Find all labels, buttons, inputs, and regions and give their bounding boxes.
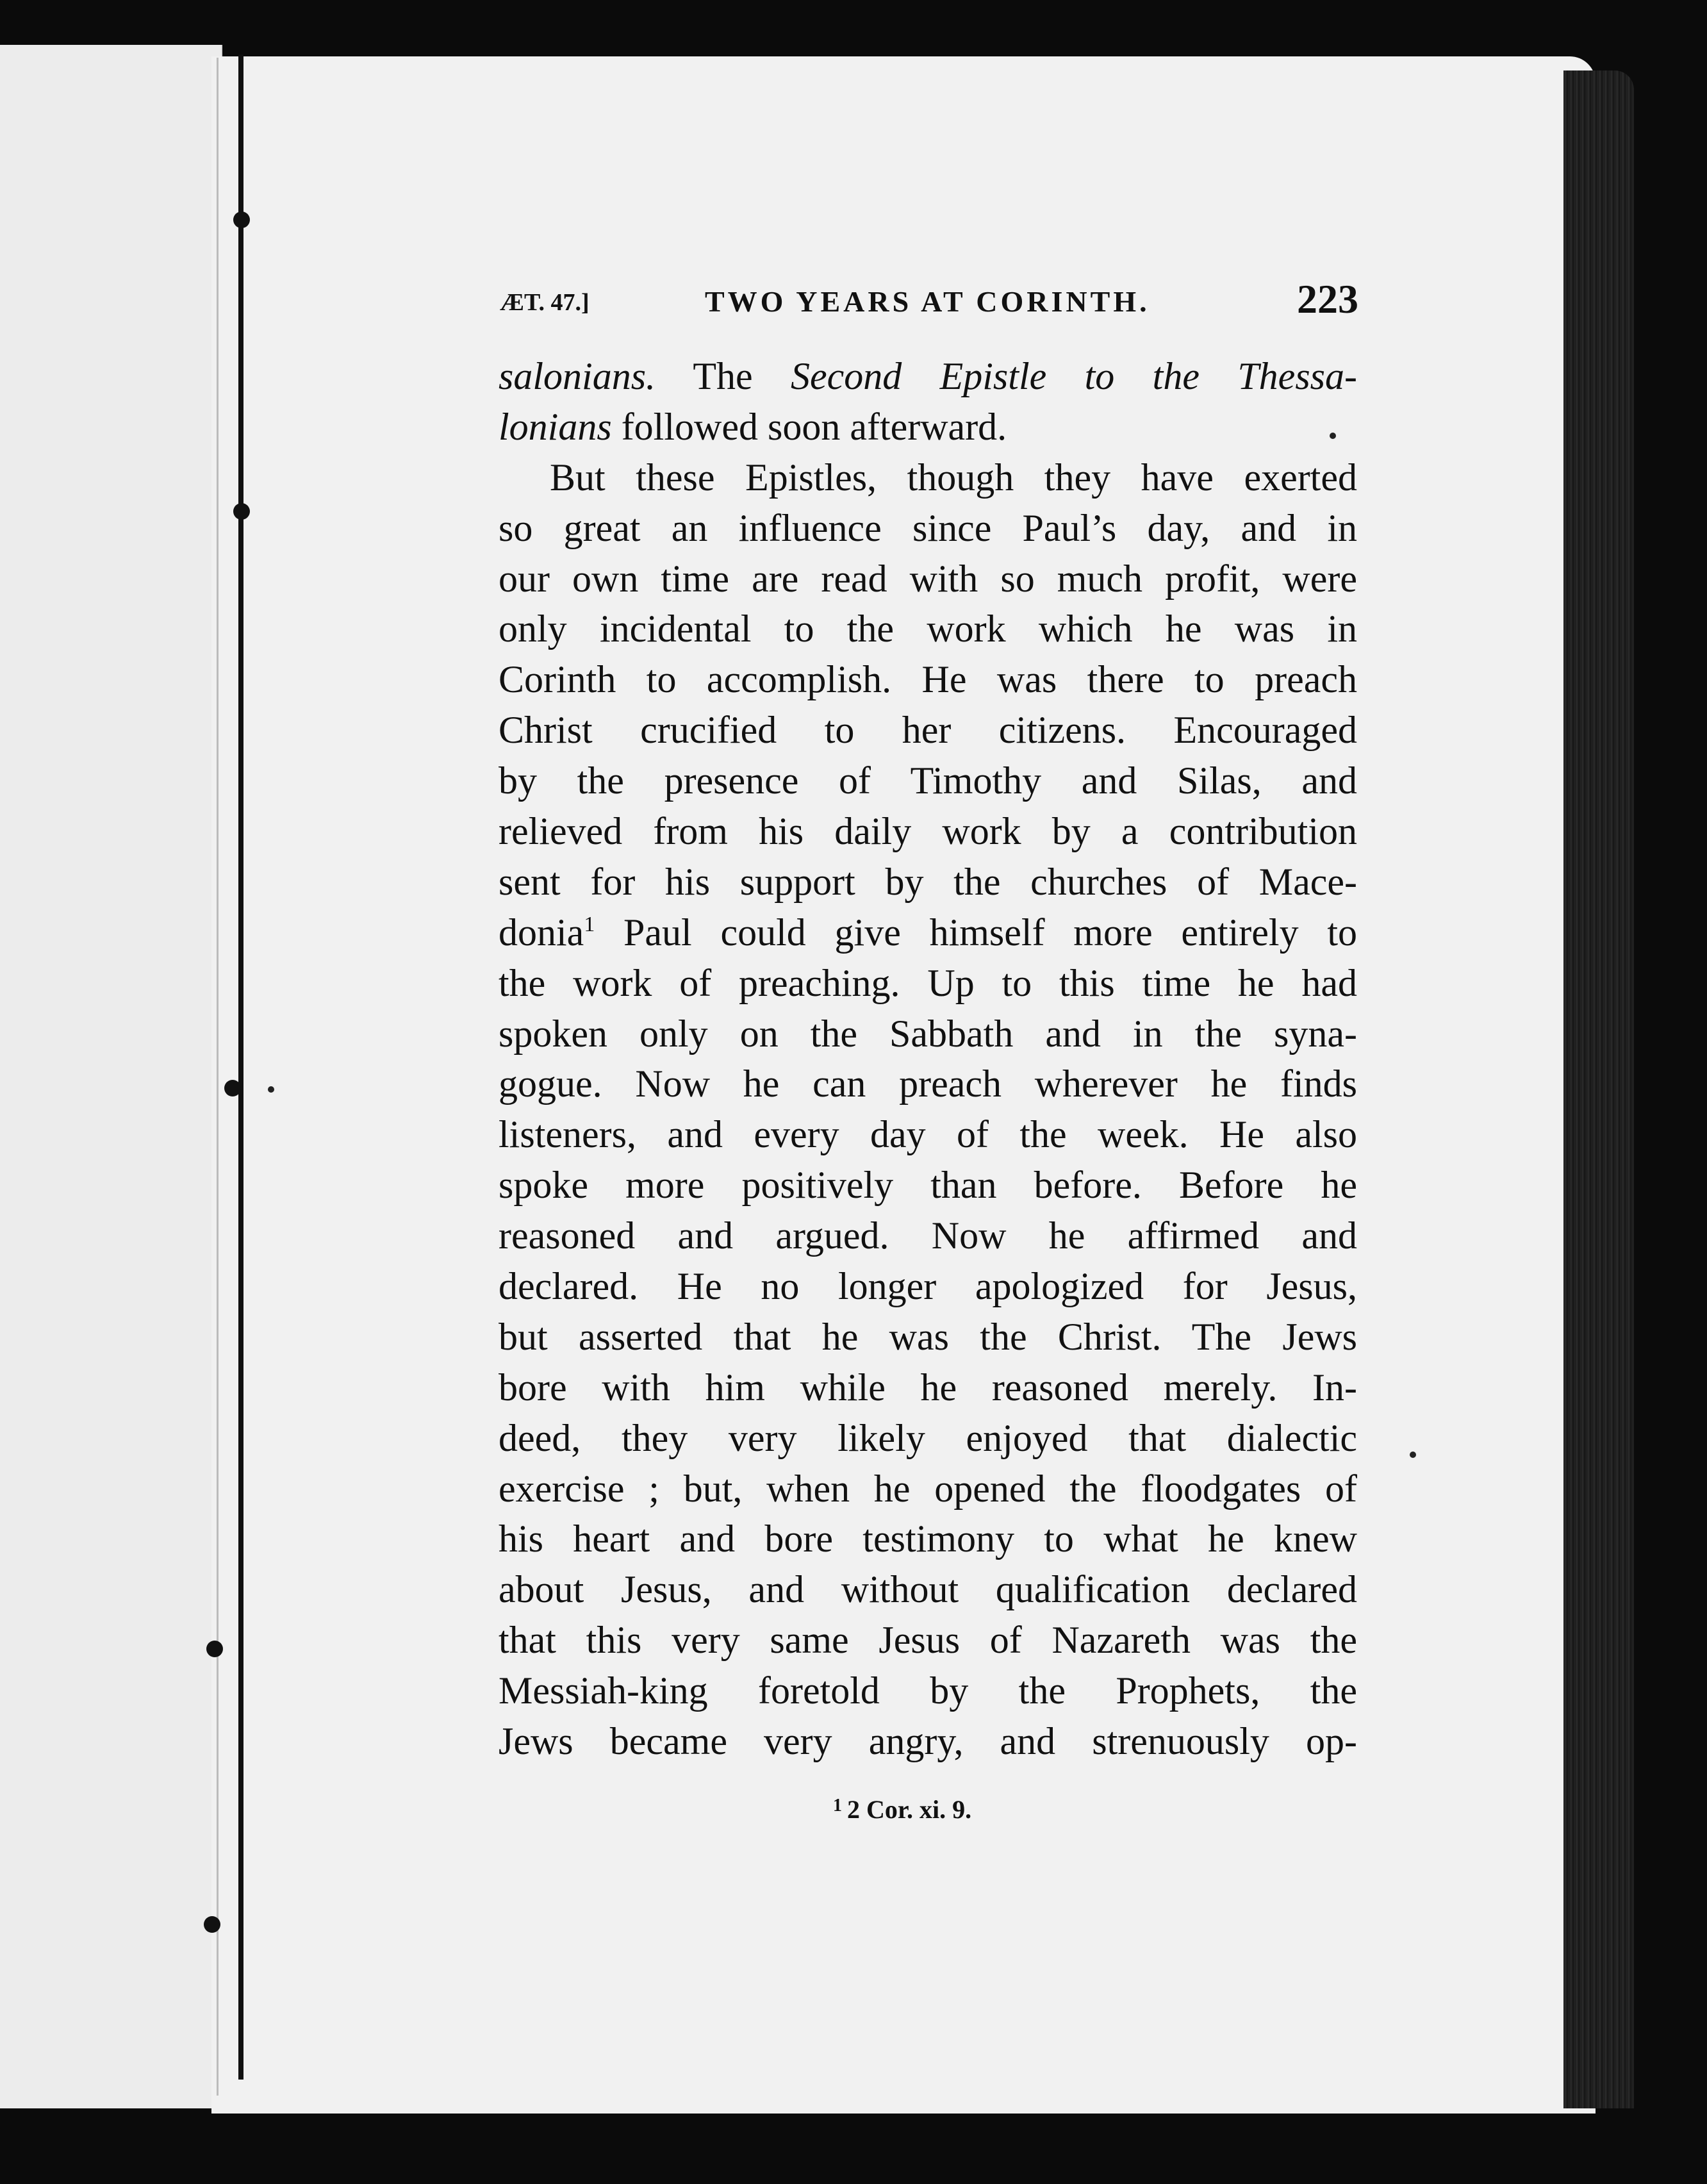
- text-segment: Corinth to accomplish. He was there to preach: [499, 658, 1357, 701]
- text-line: [499, 705, 1357, 756]
- text-line: [499, 1464, 1357, 1514]
- body-text: [499, 351, 1357, 1767]
- text-segment: only incidental to the work which he was in: [499, 608, 1357, 650]
- text-line: [499, 806, 1357, 857]
- footnote-mark: 1: [833, 1796, 842, 1816]
- text-segment: but asserted that he was the Christ. The Jews: [499, 1315, 1357, 1358]
- page-number: 223: [1297, 276, 1358, 322]
- running-header: [500, 276, 1358, 327]
- text-segment: listeners, and every day of the week. He also: [499, 1113, 1357, 1156]
- binding-stitch: [206, 1641, 223, 1657]
- text-segment: Paul could give himself more entirely to: [595, 911, 1357, 954]
- footnote-reference: 1: [584, 912, 595, 936]
- ink-speck: [268, 1086, 274, 1093]
- text-line: [499, 1514, 1357, 1564]
- text-line: [499, 1564, 1357, 1615]
- text-segment: salonians.: [499, 355, 656, 397]
- text-segment: deed, they very likely enjoyed that dialectic: [499, 1416, 1357, 1459]
- footnote-text: 2 Cor. xi. 9.: [847, 1795, 972, 1824]
- text-segment: lonians: [499, 405, 612, 448]
- text-line: [499, 1666, 1357, 1716]
- text-segment: The: [656, 355, 791, 397]
- text-segment: our own time are read with so much profit, were: [499, 557, 1357, 600]
- text-line: [499, 1716, 1357, 1767]
- binding-stitch: [233, 503, 250, 520]
- ink-speck: [1410, 1452, 1416, 1458]
- text-segment: donia: [499, 911, 584, 954]
- text-segment: about Jesus, and without qualification declared: [499, 1568, 1357, 1611]
- text-line: [499, 503, 1357, 554]
- text-line: [499, 1261, 1357, 1312]
- text-line: [499, 351, 1357, 402]
- text-line: [499, 554, 1357, 604]
- text-segment: Messiah-king foretold by the Prophets, the: [499, 1669, 1357, 1712]
- text-line: [499, 604, 1357, 654]
- text-line: [499, 452, 1357, 503]
- text-line: [499, 756, 1357, 806]
- text-segment: the work of preaching. Up to this time he had: [499, 961, 1357, 1004]
- text-line: [499, 654, 1357, 705]
- header-title: TWO YEARS AT CORINTH.: [705, 285, 1150, 318]
- text-line: [499, 958, 1357, 1009]
- text-segment: Jews became very angry, and strenuously op-: [499, 1720, 1357, 1763]
- text-segment: spoken only on the Sabbath and in the syna-: [499, 1012, 1357, 1055]
- binding-stitch: [204, 1916, 220, 1933]
- text-segment: Christ crucified to her citizens. Encouraged: [499, 709, 1357, 752]
- text-line: [499, 1009, 1357, 1059]
- text-segment: declared. He no longer apologized for Jesus,: [499, 1265, 1357, 1308]
- text-line: [499, 857, 1357, 907]
- text-segment: followed soon afterward.: [611, 405, 1007, 448]
- page-edge: [1563, 70, 1634, 2108]
- text-segment: his heart and bore testimony to what he knew: [499, 1518, 1357, 1560]
- text-segment: relieved from his daily work by a contribution: [499, 810, 1357, 853]
- gutter-line: [217, 58, 219, 2096]
- text-segment: by the presence of Timothy and Silas, and: [499, 759, 1357, 802]
- text-line: [499, 1160, 1357, 1211]
- text-line: [499, 1312, 1357, 1362]
- text-line: [499, 1109, 1357, 1160]
- text-line: [499, 1615, 1357, 1666]
- binding-thread: [238, 54, 243, 2080]
- text-segment: exercise ; but, when he opened the floodgates of: [499, 1467, 1357, 1510]
- text-segment: so great an influence since Paul’s day, and in: [499, 506, 1357, 549]
- left-page: [0, 45, 222, 2108]
- text-segment: But these Epistles, though they have exerted: [550, 456, 1357, 499]
- text-segment: Second Epistle to the Thessa-: [790, 355, 1357, 397]
- footnote: [833, 1794, 971, 1824]
- text-line: [499, 1413, 1357, 1464]
- text-line: [499, 1059, 1357, 1109]
- text-line: [499, 402, 1357, 452]
- text-segment: that this very same Jesus of Nazareth was the: [499, 1619, 1357, 1662]
- text-segment: bore with him while he reasoned merely. In-: [499, 1366, 1357, 1409]
- text-segment: sent for his support by the churches of Mace-: [499, 860, 1357, 903]
- text-segment: spoke more positively than before. Before he: [499, 1164, 1357, 1207]
- text-segment: gogue. Now he can preach wherever he finds: [499, 1063, 1357, 1105]
- binding-stitch: [224, 1080, 241, 1096]
- header-age-marker: ÆT. 47.]: [500, 289, 590, 316]
- text-line: [499, 1362, 1357, 1413]
- text-line: [499, 907, 1357, 958]
- text-line: [499, 1211, 1357, 1261]
- text-segment: reasoned and argued. Now he affirmed and: [499, 1214, 1357, 1257]
- binding-stitch: [233, 211, 250, 228]
